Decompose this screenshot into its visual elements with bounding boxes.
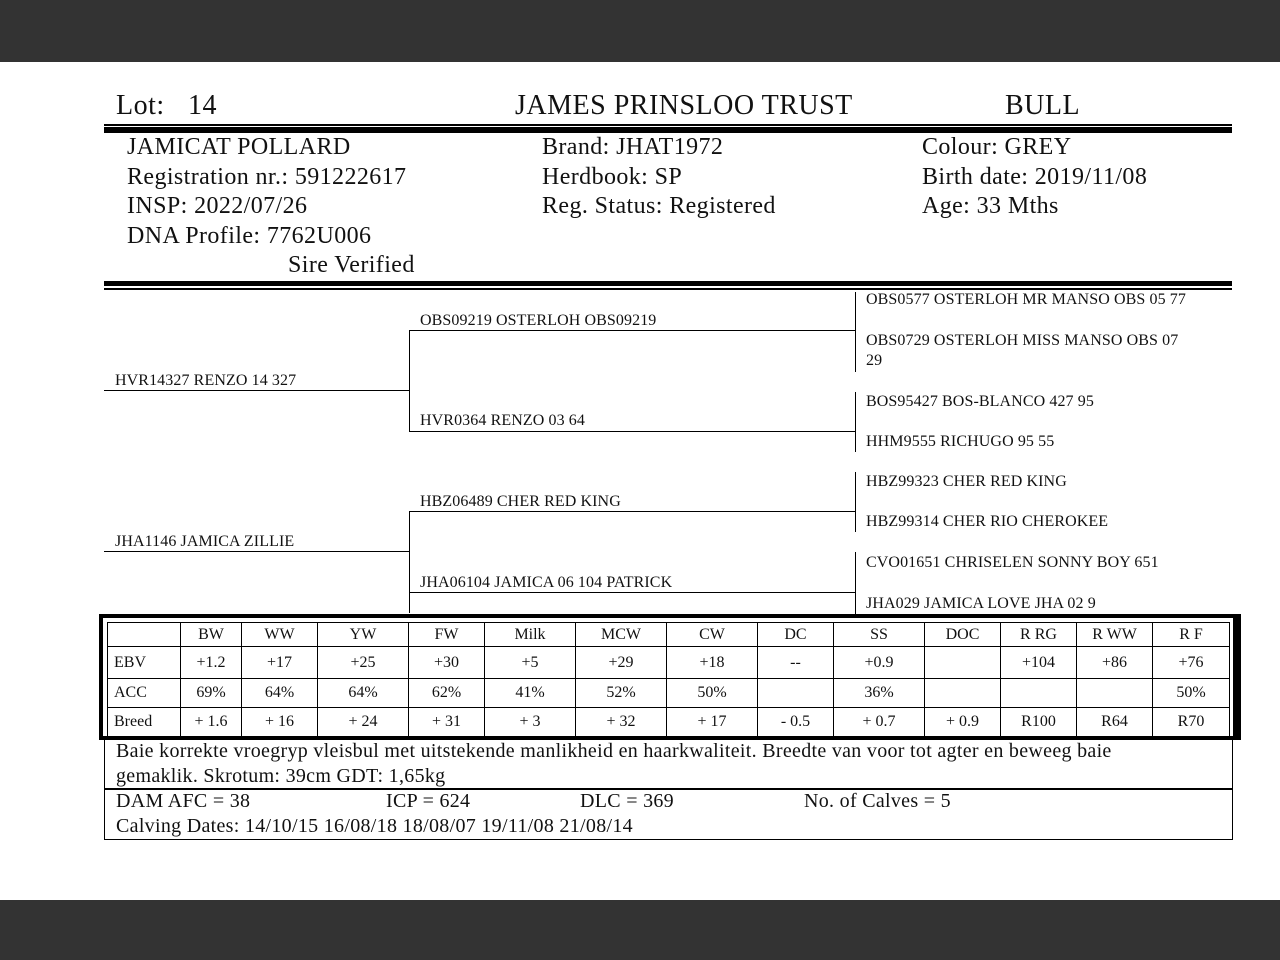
pedigree-ddd: JHA029 JAMICA LOVE JHA 02 9 — [866, 595, 1096, 612]
pedigree-ssd: OBS0729 OSTERLOH MISS MANSO OBS 07 — [866, 332, 1179, 349]
sd-bracket — [855, 392, 856, 452]
sire-verified: Sire Verified — [288, 252, 415, 278]
sire-bracket — [409, 330, 410, 432]
breed-cell: - 0.5 — [758, 708, 834, 737]
ebv-row — [108, 647, 1230, 679]
top-bar — [0, 0, 1280, 62]
ds-bracket — [855, 472, 856, 532]
ebv-cell: +18 — [667, 647, 758, 679]
dam-calves: No. of Calves = 5 — [804, 790, 951, 812]
registration-number: Registration nr.: 591222617 — [127, 164, 407, 190]
pedigree-dam-sire: HBZ06489 CHER RED KING — [420, 493, 621, 510]
colour: Colour: GREY — [922, 134, 1072, 160]
pedigree-dam: JHA1146 JAMICA ZILLIE — [115, 533, 295, 550]
ebv-table — [107, 622, 1230, 737]
breed-cell: R100 — [1001, 708, 1077, 737]
pedigree-sds: BOS95427 BOS-BLANCO 427 95 — [866, 393, 1094, 410]
dam-afc: DAM AFC = 38 — [116, 790, 251, 812]
ebv-header-cell: MCW — [576, 623, 667, 647]
acc-cell: 50% — [1153, 679, 1230, 708]
acc-row — [108, 679, 1230, 708]
breed-cell: + 1.6 — [181, 708, 242, 737]
ebv-header-cell — [108, 623, 181, 647]
breed-row — [108, 708, 1230, 737]
birth-date: Birth date: 2019/11/08 — [922, 164, 1148, 190]
dd-bracket — [855, 552, 856, 614]
herdbook: Herdbook: SP — [542, 164, 683, 190]
ebv-header-cell: DOC — [925, 623, 1001, 647]
ebv-cell: +1.2 — [181, 647, 242, 679]
ebv-header-row — [108, 623, 1230, 647]
brand: Brand: JHAT1972 — [542, 134, 724, 160]
acc-cell: 64% — [318, 679, 409, 708]
ebv-cell — [925, 647, 1001, 679]
ds-line — [409, 511, 855, 512]
breed-cell: + 31 — [409, 708, 485, 737]
calving-dates: Calving Dates: 14/10/15 16/08/18 18/08/07 19/11/08 21/08/14 — [116, 815, 633, 837]
acc-cell: 52% — [576, 679, 667, 708]
pedigree-dsd: HBZ99314 CHER RIO CHEROKEE — [866, 513, 1109, 530]
breed-cell: R70 — [1153, 708, 1230, 737]
breed-cell: + 24 — [318, 708, 409, 737]
ebv-cell: +86 — [1077, 647, 1153, 679]
acc-cell: 69% — [181, 679, 242, 708]
pedigree-sire: HVR14327 RENZO 14 327 — [115, 372, 297, 389]
pedigree-ssd-cont: 29 — [866, 352, 883, 369]
ebv-header-cell: R RG — [1001, 623, 1077, 647]
breed-cell: + 17 — [667, 708, 758, 737]
dam-bracket — [409, 511, 410, 613]
acc-cell: 62% — [409, 679, 485, 708]
pedigree-sdd: HHM9555 RICHUGO 95 55 — [866, 433, 1055, 450]
ebv-cell: +29 — [576, 647, 667, 679]
ebv-header-cell: WW — [242, 623, 318, 647]
acc-cell: 36% — [834, 679, 925, 708]
insp-date: INSP: 2022/07/26 — [127, 193, 308, 219]
pedigree-sss: OBS0577 OSTERLOH MR MANSO OBS 05 77 — [866, 291, 1186, 308]
ebv-cell: +5 — [485, 647, 576, 679]
animal-type: BULL — [1005, 90, 1081, 121]
pedigree-rule-thin — [104, 288, 1232, 290]
ebv-cell: +76 — [1153, 647, 1230, 679]
dd-line — [409, 592, 855, 593]
dam-icp: ICP = 624 — [386, 790, 471, 812]
breed-cell: + 3 — [485, 708, 576, 737]
acc-cell — [1001, 679, 1077, 708]
pedigree-rule-thick — [104, 281, 1232, 286]
comments-line-2: gemaklik. Skrotum: 39cm GDT: 1,65kg — [116, 765, 446, 787]
breed-cell: + 32 — [576, 708, 667, 737]
acc-cell — [758, 679, 834, 708]
pedigree-dam-dam: JHA06104 JAMICA 06 104 PATRICK — [420, 574, 673, 591]
breed-row-label: Breed — [108, 708, 181, 737]
breed-cell: + 0.7 — [834, 708, 925, 737]
header-rule-thin — [104, 124, 1232, 126]
ebv-header-cell: Milk — [485, 623, 576, 647]
ebv-header-cell: SS — [834, 623, 925, 647]
pedigree-dss: HBZ99323 CHER RED KING — [866, 473, 1067, 490]
ebv-cell: +17 — [242, 647, 318, 679]
pedigree-sire-sire: OBS09219 OSTERLOH OBS09219 — [420, 312, 657, 329]
sire-line — [104, 390, 409, 391]
acc-row-label: ACC — [108, 679, 181, 708]
seller-name: JAMES PRINSLOO TRUST — [515, 90, 853, 121]
ebv-cell: +25 — [318, 647, 409, 679]
dna-profile: DNA Profile: 7762U006 — [127, 223, 372, 249]
lot-number: 14 — [188, 90, 217, 121]
pedigree-sire-dam: HVR0364 RENZO 03 64 — [420, 412, 586, 429]
sd-line — [409, 431, 855, 432]
ebv-cell: +104 — [1001, 647, 1077, 679]
bottom-bar — [0, 900, 1280, 960]
breed-cell: + 16 — [242, 708, 318, 737]
ebv-header-cell: R F — [1153, 623, 1230, 647]
acc-cell — [1077, 679, 1153, 708]
ebv-header-cell: R WW — [1077, 623, 1153, 647]
header-rule-thick — [104, 127, 1232, 133]
ebv-header-cell: BW — [181, 623, 242, 647]
acc-cell: 41% — [485, 679, 576, 708]
comments-line-1: Baie korrekte vroegryp vleisbul met uitstekende manlikheid en haarkwaliteit. Breedte van voor tot agter en beweeg baie — [116, 740, 1112, 762]
acc-cell: 64% — [242, 679, 318, 708]
ss-line — [409, 330, 855, 331]
lot-label: Lot: — [116, 90, 165, 121]
ebv-header-cell: CW — [667, 623, 758, 647]
ss-bracket — [855, 292, 856, 372]
breed-cell: + 0.9 — [925, 708, 1001, 737]
animal-name: JAMICAT POLLARD — [127, 134, 351, 160]
acc-cell: 50% — [667, 679, 758, 708]
ebv-header-cell: YW — [318, 623, 409, 647]
ebv-cell: +30 — [409, 647, 485, 679]
ebv-row-label: EBV — [108, 647, 181, 679]
ebv-header-cell: DC — [758, 623, 834, 647]
ebv-cell: +0.9 — [834, 647, 925, 679]
dam-dlc: DLC = 369 — [580, 790, 674, 812]
age: Age: 33 Mths — [922, 193, 1059, 219]
breed-cell: R64 — [1077, 708, 1153, 737]
ebv-cell: -- — [758, 647, 834, 679]
ebv-header-cell: FW — [409, 623, 485, 647]
acc-cell — [925, 679, 1001, 708]
pedigree-dds: CVO01651 CHRISELEN SONNY BOY 651 — [866, 554, 1159, 571]
dam-line — [104, 551, 409, 552]
reg-status: Reg. Status: Registered — [542, 193, 776, 219]
